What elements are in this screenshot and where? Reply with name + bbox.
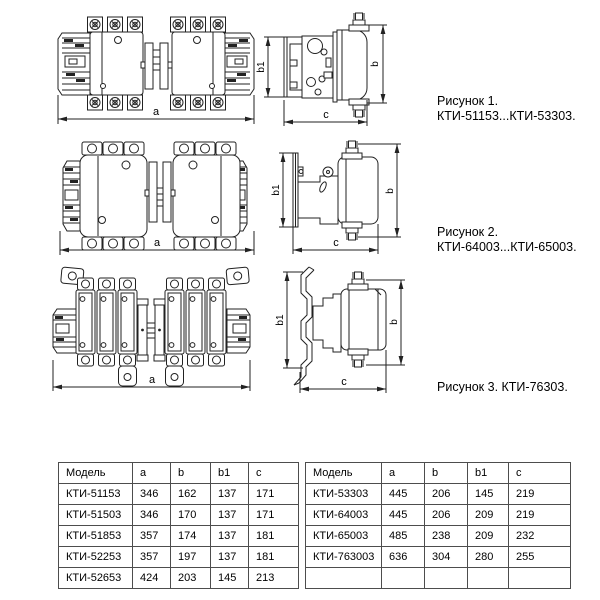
cell: 137 [211, 526, 249, 547]
table-row [59, 547, 299, 568]
empty-cell [509, 568, 571, 589]
terminal-bolt-bottom [348, 349, 368, 367]
cell: КТИ-52653 [59, 568, 133, 589]
bracket-arm [298, 167, 338, 224]
cell: 424 [133, 568, 171, 589]
cell: 346 [133, 484, 171, 505]
cell: 255 [509, 547, 571, 568]
mounting-tab-top-right [226, 267, 249, 285]
cell: 357 [133, 547, 171, 568]
dim-label-a: a [148, 374, 156, 386]
dim-label-b1: b1 [275, 314, 286, 326]
mechanism-block [302, 32, 337, 102]
dimensions-table-1 [58, 462, 299, 589]
table-row [306, 526, 571, 547]
column-header: a [133, 463, 171, 484]
cell: КТИ-51853 [59, 526, 133, 547]
cell: КТИ-52253 [59, 547, 133, 568]
terminal-stack-right [222, 33, 254, 95]
contactor-body-side [341, 289, 386, 350]
cell: 170 [171, 505, 211, 526]
figure3-caption [437, 380, 568, 395]
terminal-tabs-top [78, 278, 225, 290]
cell: 145 [468, 484, 509, 505]
cell: 445 [382, 484, 425, 505]
figure3-side-view [263, 264, 413, 402]
pole-columns-right [165, 290, 226, 354]
cell: КТИ-51153 [59, 484, 133, 505]
caption-line: КТИ-64003...КТИ-65003. [437, 240, 577, 254]
column-header: c [509, 463, 571, 484]
cell: 174 [171, 526, 211, 547]
contactor-body-left [80, 155, 147, 237]
cell: КТИ-763003 [306, 547, 382, 568]
central-link [137, 299, 165, 361]
dim-label-b1: b1 [271, 184, 282, 196]
dim-label-a: a [152, 106, 160, 118]
dim-label-b: b [385, 188, 396, 194]
header-row [59, 463, 299, 484]
terminal-stack-right [227, 309, 250, 353]
figure2-side-view [262, 140, 412, 258]
cell: 206 [425, 484, 468, 505]
figure1-side-view [258, 8, 398, 130]
cell: 357 [133, 526, 171, 547]
cell: 171 [249, 505, 299, 526]
terminal-bolt-bottom [349, 99, 369, 117]
cell: 304 [425, 547, 468, 568]
cell: 181 [249, 526, 299, 547]
dim-label-b: b [370, 61, 381, 67]
caption-line: Рисунок 2. [437, 225, 499, 239]
column-header: b1 [468, 463, 509, 484]
cell: КТИ-64003 [306, 505, 382, 526]
table-row [59, 505, 299, 526]
cell: 209 [468, 526, 509, 547]
terminal-bolt-top [348, 272, 368, 290]
empty-cell [382, 568, 425, 589]
terminal-stack-left [63, 161, 80, 231]
figure2-front-view [42, 140, 268, 260]
contactor-body-side [337, 30, 367, 100]
cell: 162 [171, 484, 211, 505]
dim-label-a: a [153, 237, 161, 249]
dimension-b1 [256, 37, 284, 97]
cell: 137 [211, 484, 249, 505]
cell: 445 [382, 505, 425, 526]
cell: 346 [133, 505, 171, 526]
figure1-front-view [55, 10, 257, 128]
column-header: b [171, 463, 211, 484]
caption-line: Рисунок 3. КТИ-76303. [437, 380, 568, 394]
dimension-b [367, 25, 387, 103]
filler-row [306, 568, 571, 589]
dim-label-b1: b1 [256, 61, 267, 73]
dimension-c [300, 350, 386, 393]
table-row [59, 526, 299, 547]
dimension-b1 [271, 153, 293, 227]
cell: 238 [425, 526, 468, 547]
cell: 145 [211, 568, 249, 589]
empty-cell [306, 568, 382, 589]
cell: 232 [509, 526, 571, 547]
cell: 485 [382, 526, 425, 547]
contactor-body-right [172, 32, 225, 95]
table-row [306, 547, 571, 568]
figure2-caption [437, 225, 577, 255]
figure3-front-view [38, 265, 272, 397]
header-row [306, 463, 571, 484]
cell: 171 [249, 484, 299, 505]
dim-label-c: c [333, 237, 339, 249]
terminal-bolt-top [349, 13, 369, 31]
cell: 636 [382, 547, 425, 568]
empty-cell [425, 568, 468, 589]
terminal-stack-left [53, 309, 76, 353]
cell: 203 [171, 568, 211, 589]
cell: 137 [211, 505, 249, 526]
contactor-body-left [90, 32, 143, 95]
cell: 209 [468, 505, 509, 526]
column-header: b [425, 463, 468, 484]
cell: 206 [425, 505, 468, 526]
mounting-bracket [284, 37, 302, 97]
cell: 181 [249, 547, 299, 568]
column-header: b1 [211, 463, 249, 484]
dimension-c [293, 224, 378, 254]
cell: 219 [509, 505, 571, 526]
cell: 197 [171, 547, 211, 568]
cell: КТИ-51503 [59, 505, 133, 526]
terminal-stack-left [58, 33, 90, 95]
caption-line: КТИ-51153...КТИ-53303. [437, 109, 576, 123]
empty-cell [468, 568, 509, 589]
cell: 137 [211, 547, 249, 568]
dimension-b1 [275, 272, 303, 368]
contactor-body-side [338, 157, 378, 224]
column-header: Модель [306, 463, 382, 484]
caption-line: Рисунок 1. [437, 94, 499, 108]
pole-columns-left [76, 290, 137, 354]
cell: КТИ-65003 [306, 526, 382, 547]
cell: КТИ-53303 [306, 484, 382, 505]
cell: 219 [509, 484, 571, 505]
dim-label-c: c [323, 109, 329, 121]
dimensions-table-2 [305, 462, 571, 589]
contactor-body-right [173, 155, 240, 237]
central-link [141, 43, 172, 89]
table-row [59, 568, 299, 589]
column-header: a [382, 463, 425, 484]
neck-block [313, 294, 341, 352]
central-link [145, 162, 175, 222]
cell: 213 [249, 568, 299, 589]
figure1-caption [437, 94, 576, 124]
dim-label-c: c [341, 376, 347, 388]
table-row [306, 505, 571, 526]
table-row [306, 484, 571, 505]
column-header: Модель [59, 463, 133, 484]
terminal-screws-top [88, 17, 226, 32]
dim-label-b: b [389, 319, 400, 325]
cell: 280 [468, 547, 509, 568]
table-row [59, 484, 299, 505]
column-header: c [249, 463, 299, 484]
zigzag-bracket [294, 267, 314, 385]
terminal-tabs-top [82, 142, 236, 155]
